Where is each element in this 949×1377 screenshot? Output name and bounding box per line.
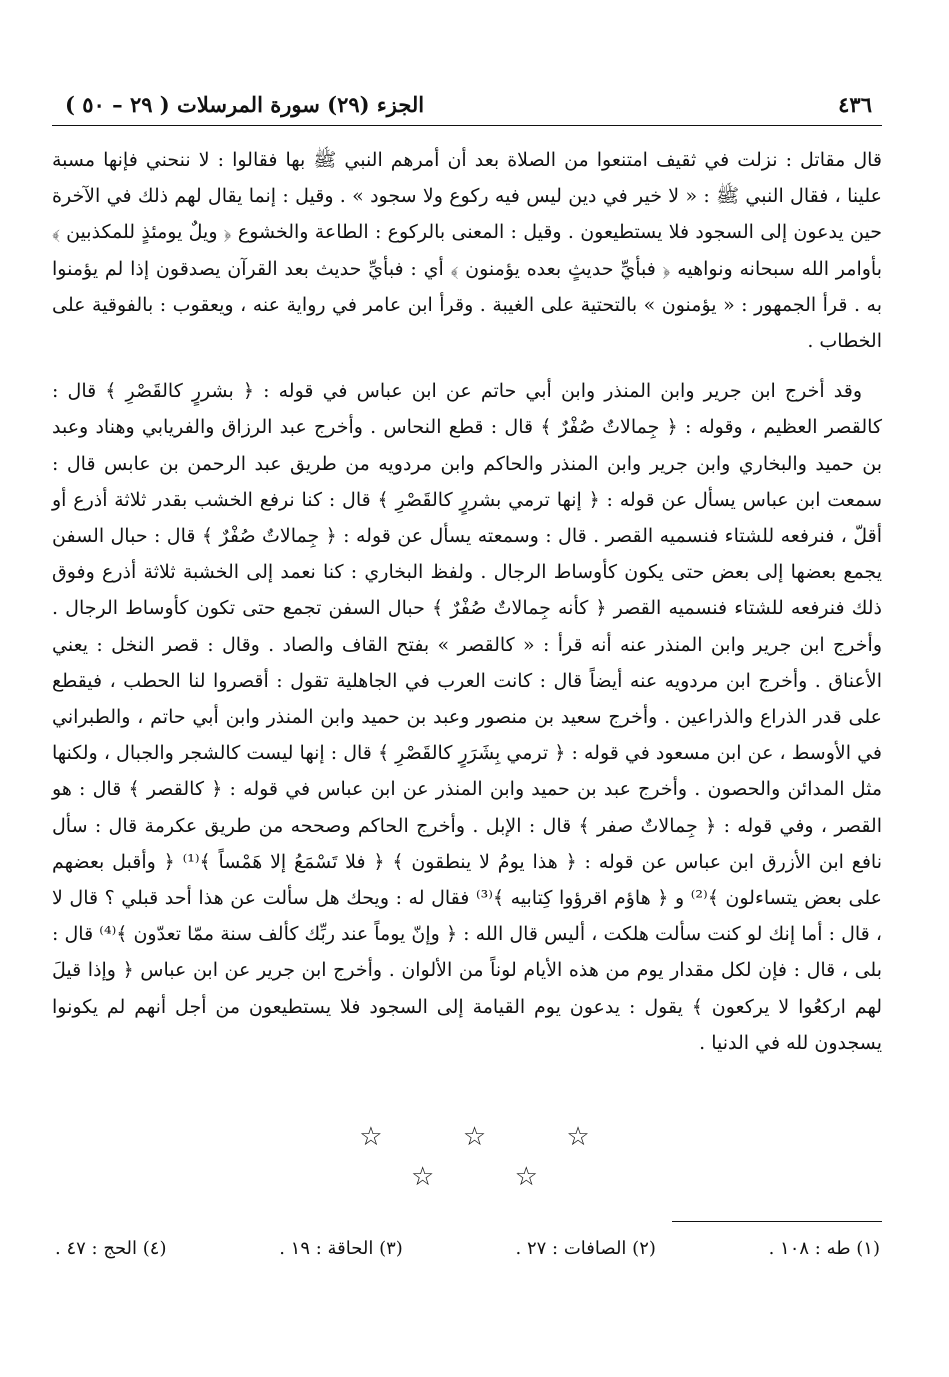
footnote-rule	[672, 1221, 882, 1222]
paragraph-2: وقد أخرج ابن جرير وابن المنذر وابن أبي حاتم عن ابن عباس في قوله : ﴿ بشررٍ كالقَصْرِ ﴾ قال : كالقصر العظيم ، وقوله : ﴿ جِمالاتٌ صُفْرٌ ﴾ قال : قطع النحاس . وأخرج عبد الرزاق والفريابي وهناد وعبد بن حميد والبخاري وابن جرير وابن المنذر والحاكم وابن مردويه من طريق عبد الرحمن بن عابس قال : سمعت ابن عباس يسأل عن قوله : ﴿ إنها ترمي بشررٍ كالقَصْرِ ﴾ قال : كنا نرفع الخشب بقدر ثلاثة أذرع أو أقلّ ، فنرفعه للشتاء فنسميه القصر . قال : وسمعته يسأل عن قوله : ﴿ جِمالاتٌ صُفْرٌ ﴾ قال : حبال السفن يجمع بعضها إلى بعض حتى يكون كأوساط الرجال . ولفظ البخاري : كنا نعمد إلى الخشبة ثلاثة أذرع وفوق ذلك فنرفعه للشتاء فنسميه القصر ﴿ كأنه جِمالاتٌ صُفْرٌ ﴾ حبال السفن تجمع حتى تكون كأوساط الرجال . وأخرج ابن جرير وابن المنذر عنه أنه قرأ : « كالقصر » بفتح القاف والصاد . وقال : قصر النخل : يعني الأعناق . وأخرج ابن مردويه عنه أيضاً قال : كانت العرب في الجاهلية تقول : أقصروا لنا الحطب ، فيقطع على قدر الذراع والذراعين . وأخرج سعيد بن منصور وعبد بن حميد وابن المنذر وابن أبي حاتم ، والطبراني في الأوسط ، عن ابن مسعود في قوله : ﴿ ترمي بِشَرَرٍ كالقَصْرِ ﴾ قال : إنها ليست كالشجر والجبال ، ولكنها مثل المدائن والحصون . وأخرج عبد بن حميد وابن المنذر عن ابن عباس في قوله : ﴿ كالقصر ﴾ قال : هو القصر ، وفي قوله : ﴿ جِمالاتٌ صفر ﴾ قال : الإبل . وأخرج الحاكم وصححه من طريق عكرمة قال : سأل نافع ابن الأزرق ابن عباس عن قوله : ﴿ هذا يومُ لا ينطقون ﴾ ﴿ فلا تَسْمَعُ إلا هَمْساً ﴾⁽¹⁾ ﴿ وأقبل بعضهم على بعض يتساءلون ﴾⁽²⁾ و ﴿ هاؤم اقرؤوا كِتابيه ﴾⁽³⁾ فقال له : ويحك هل سألت عن هذا أحد قبلي ؟ قال لا ، قال : أما إنك لو كنت سألت هلكت ، أليس قال الله : ﴿ وإنّ يوماً عند ربِّك كألف سنة ممّا تعدّون ﴾⁽⁴⁾ قال : بلى ، قال : فإن لكل مقدار يوم من هذه الأيام لوناً من الألوان . وأخرج ابن جرير عن ابن عباس ﴿ وإذا قيلَ لهم اركعُوا لا يركعون ﴾ يقول : يدعون يوم القيامة إلى السجود فلا يستطيعون من أجل أنهم لم يكونوا يسجدون لله في الدنيا .	[52, 380, 882, 1054]
paragraph-1: قال مقاتل : نزلت في ثقيف امتنعوا من الصلاة بعد أن أمرهم النبي ﷺ بها فقالوا : لا ننحني فإنها مسبة علينا ، فقال النبي ﷺ : « لا خير في دين ليس فيه ركوع ولا سجود » . وقيل : إنما يقال لهم ذلك في الآخرة حين يدعون إلى السجود فلا يستطيعون . وقيل : المعنى بالركوع : الطاعة والخشوع ﴿ ويلٌ يومئذٍ للمكذبين ﴾ بأوامر الله سبحانه ونواهيه ﴿ فبأيِّ حديثٍ بعده يؤمنون ﴾ أي : فبأيِّ حديث بعد القرآن يصدقون إذا لم يؤمنوا به . قرأ الجمهور : « يؤمنون » بالتحتية على الغيبة . وقرأ ابن عامر في رواية عنه ، ويعقوب : بالفوقية على الخطاب .	[52, 149, 882, 353]
header-rule	[52, 125, 882, 126]
footnote-4: (٤) الحج : ٤٧ .	[55, 1238, 167, 1259]
body-text	[52, 142, 882, 1061]
star-separator-top: ☆ ☆ ☆	[359, 1122, 626, 1152]
running-title: الجزء (٢٩) سورة المرسلات ( ٢٩ – ٥٠ )	[65, 92, 425, 117]
page-number: ٤٣٦	[838, 92, 872, 117]
page-header	[55, 88, 880, 122]
star-separator-bottom: ☆ ☆	[411, 1162, 574, 1192]
footnotes	[55, 1238, 880, 1259]
footnote-3: (٣) الحاقة : ١٩ .	[279, 1238, 403, 1259]
footnote-2: (٢) الصافات : ٢٧ .	[515, 1238, 656, 1259]
footnote-1: (١) طه : ١٠٨ .	[768, 1238, 880, 1259]
